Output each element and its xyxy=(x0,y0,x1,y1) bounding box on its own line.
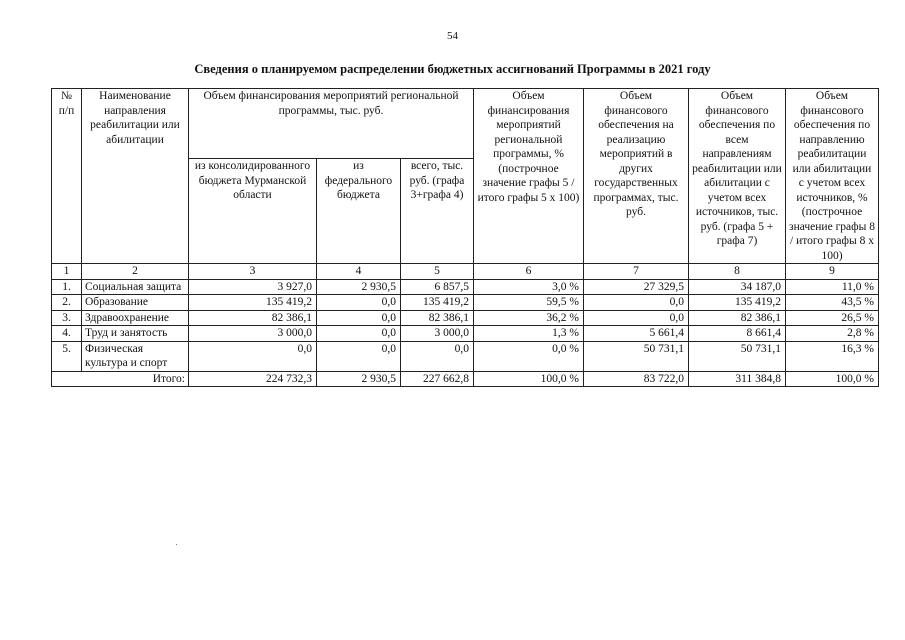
table-row xyxy=(52,341,879,371)
cell-other-programs: 50 731,1 xyxy=(584,341,689,371)
cell-share: 0,0 % xyxy=(474,341,584,371)
row-number: 5. xyxy=(52,341,82,371)
cell-direction-share: 16,3 % xyxy=(786,341,879,371)
cell-other-programs: 5 661,4 xyxy=(584,326,689,342)
header-direction-share: Объем финансового обеспечения по направлению реабилитации или абилитации с учетом всех источников, % (построчное значение графы 8 / итого графы 8 х 100) xyxy=(786,89,879,264)
header-num: № п/п xyxy=(52,89,82,264)
column-number: 9 xyxy=(786,264,879,280)
cell-total: 82 386,1 xyxy=(401,310,474,326)
cell-all-sources: 82 386,1 xyxy=(689,310,786,326)
cell-total: 135 419,2 xyxy=(401,295,474,311)
table-row xyxy=(52,310,879,326)
scan-speck xyxy=(176,544,177,545)
header-consolidated: из консолидированного бюджета Мурманской области xyxy=(189,159,317,264)
header-row-1 xyxy=(52,89,879,159)
row-name: Образование xyxy=(82,295,189,311)
cell-direction-share: 2,8 % xyxy=(786,326,879,342)
cell-share: 1,3 % xyxy=(474,326,584,342)
header-volume-group: Объем финансирования мероприятий региональной программы, тыс. руб. xyxy=(189,89,474,159)
row-number: 1. xyxy=(52,279,82,295)
cell-consolidated: 82 386,1 xyxy=(189,310,317,326)
cell-consolidated: 135 419,2 xyxy=(189,295,317,311)
row-name: Труд и занятость xyxy=(82,326,189,342)
column-number-row xyxy=(52,264,879,280)
total-label: Итого: xyxy=(52,371,189,387)
cell-federal: 0,0 xyxy=(317,341,401,371)
total-share: 100,0 % xyxy=(474,371,584,387)
cell-federal: 0,0 xyxy=(317,326,401,342)
cell-consolidated: 3 927,0 xyxy=(189,279,317,295)
table-row xyxy=(52,326,879,342)
row-name: Физическая культура и спорт xyxy=(82,341,189,371)
cell-consolidated: 0,0 xyxy=(189,341,317,371)
cell-all-sources: 34 187,0 xyxy=(689,279,786,295)
cell-all-sources: 8 661,4 xyxy=(689,326,786,342)
total-total: 227 662,8 xyxy=(401,371,474,387)
cell-direction-share: 43,5 % xyxy=(786,295,879,311)
table-row xyxy=(52,279,879,295)
cell-all-sources: 50 731,1 xyxy=(689,341,786,371)
column-number: 1 xyxy=(52,264,82,280)
header-federal: из федерального бюджета xyxy=(317,159,401,264)
cell-total: 3 000,0 xyxy=(401,326,474,342)
column-number: 3 xyxy=(189,264,317,280)
cell-share: 3,0 % xyxy=(474,279,584,295)
total-federal: 2 930,5 xyxy=(317,371,401,387)
cell-federal: 0,0 xyxy=(317,310,401,326)
cell-federal: 0,0 xyxy=(317,295,401,311)
cell-consolidated: 3 000,0 xyxy=(189,326,317,342)
column-number: 8 xyxy=(689,264,786,280)
row-name: Здравоохранение xyxy=(82,310,189,326)
total-direction-share: 100,0 % xyxy=(786,371,879,387)
total-consolidated: 224 732,3 xyxy=(189,371,317,387)
cell-federal: 2 930,5 xyxy=(317,279,401,295)
row-number: 3. xyxy=(52,310,82,326)
cell-all-sources: 135 419,2 xyxy=(689,295,786,311)
header-direction: Наименование направления реабилитации или абилитации xyxy=(82,89,189,264)
cell-other-programs: 0,0 xyxy=(584,295,689,311)
table-row xyxy=(52,295,879,311)
total-other-programs: 83 722,0 xyxy=(584,371,689,387)
column-number: 4 xyxy=(317,264,401,280)
column-number: 2 xyxy=(82,264,189,280)
budget-table xyxy=(51,88,879,387)
header-all-sources: Объем финансового обеспечения по всем направлениям реабилитации или абилитации с учетом всех источников, тыс. руб. (графа 5 + графа 7) xyxy=(689,89,786,264)
column-number: 5 xyxy=(401,264,474,280)
cell-total: 0,0 xyxy=(401,341,474,371)
cell-direction-share: 11,0 % xyxy=(786,279,879,295)
row-number: 4. xyxy=(52,326,82,342)
header-share: Объем финансирования мероприятий региональной программы, % (построчное значение графы 5 / итого графы 5 х 100) xyxy=(474,89,584,264)
total-all-sources: 311 384,8 xyxy=(689,371,786,387)
header-total: всего, тыс. руб. (графа 3+графа 4) xyxy=(401,159,474,264)
cell-other-programs: 27 329,5 xyxy=(584,279,689,295)
page-number: 54 xyxy=(447,30,458,42)
header-other-programs: Объем финансового обеспечения на реализацию мероприятий в других государственных программах, тыс. руб. xyxy=(584,89,689,264)
row-number: 2. xyxy=(52,295,82,311)
cell-share: 36,2 % xyxy=(474,310,584,326)
column-number: 7 xyxy=(584,264,689,280)
cell-share: 59,5 % xyxy=(474,295,584,311)
cell-direction-share: 26,5 % xyxy=(786,310,879,326)
cell-total: 6 857,5 xyxy=(401,279,474,295)
cell-other-programs: 0,0 xyxy=(584,310,689,326)
total-row xyxy=(52,371,879,387)
row-name: Социальная защита xyxy=(82,279,189,295)
column-number: 6 xyxy=(474,264,584,280)
page-title: Сведения о планируемом распределении бюджетных ассигнований Программы в 2021 году xyxy=(194,62,711,76)
